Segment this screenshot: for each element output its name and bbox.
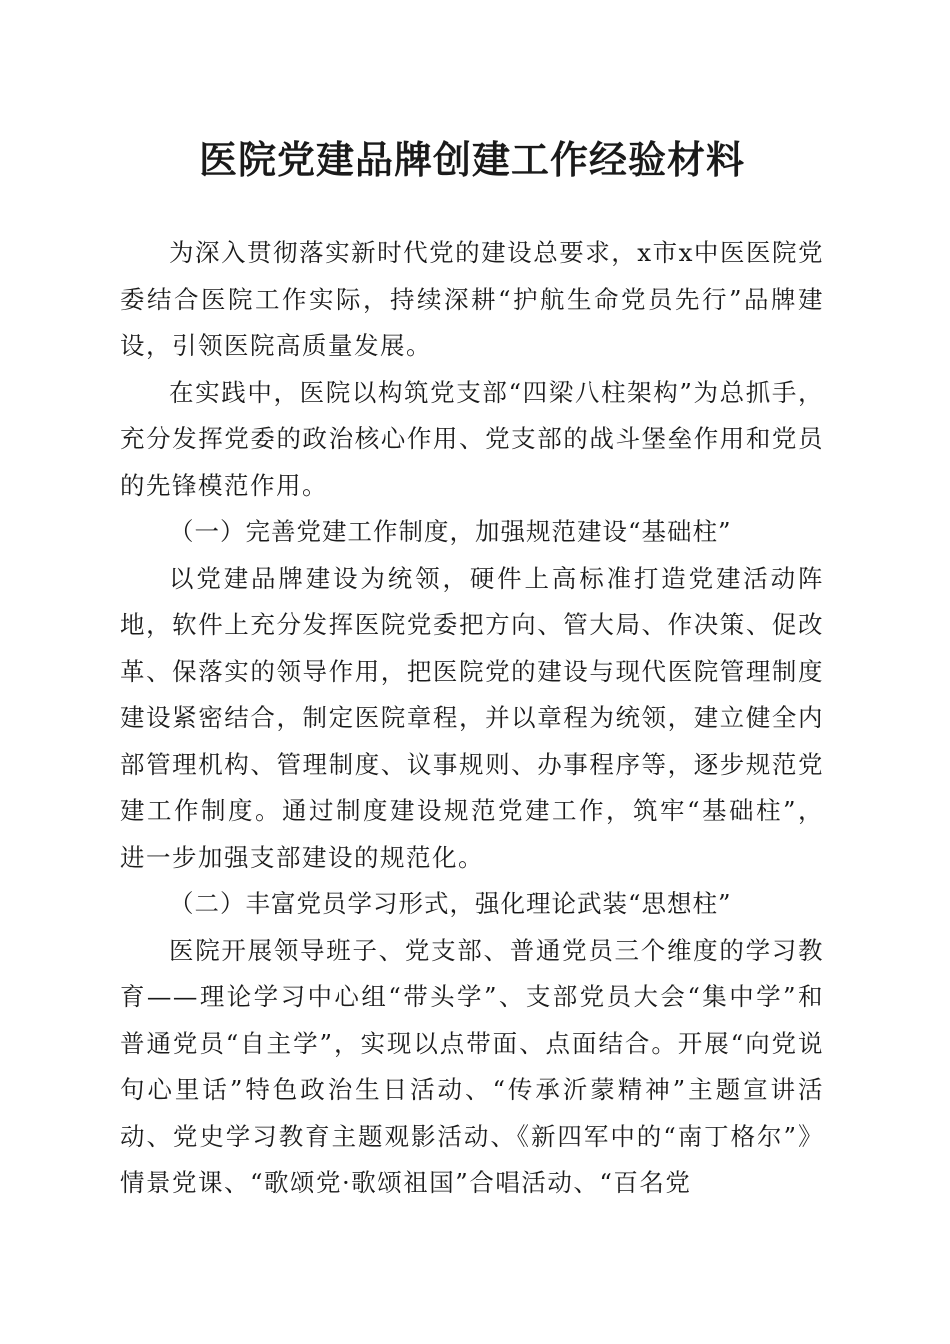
- document-title: 医院党建品牌创建工作经验材料: [198, 137, 745, 182]
- paragraph-section-1: 以党建品牌建设为统领，硬件上高标准打造党建活动阵地，软件上充分发挥医院党委把方向、管大局、作决策、促改革、保落实的领导作用，把医院党的建设与现代医院管理制度建设紧密结合，制定医院章程，并以章程为统领，建立健全内部管理机构、管理制度、议事规则、办事程序等，逐步规范党建工作制度。通过制度建设规范党建工作，筑牢“基础柱”，进一步加强支部建设的规范化。: [120, 563, 824, 872]
- section-heading-1: （一）完善党建工作制度，加强规范建设“基础柱”: [169, 517, 732, 546]
- paragraph-practice: 在实践中，医院以构筑党支部“四梁八柱架构”为总抓手，充分发挥党委的政治核心作用、党支部的战斗堡垒作用和党员的先锋模范作用。: [120, 377, 824, 500]
- paragraph-intro: 为深入贯彻落实新时代党的建设总要求，x市x中医医院党委结合医院工作实际，持续深耕“护航生命党员先行”品牌建设，引领医院高质量发展。: [120, 238, 824, 360]
- paragraph-section-2: 医院开展领导班子、党支部、普通党员三个维度的学习教育——理论学习中心组“带头学”、支部党员大会“集中学”和普通党员“自主学”，实现以点带面、点面结合。开展“向党说句心里话”特色政治生日活动、“传承沂蒙精神”主题宣讲活动、党史学习教育主题观影活动、《新四军中的“南丁格尔”》情景党课、“歌颂党·歌颂祖国”合唱活动、“百名党: [120, 935, 824, 1197]
- section-heading-2: （二）丰富党员学习形式，强化理论武装“思想柱”: [169, 889, 732, 918]
- document-body: [120, 230, 824, 1207]
